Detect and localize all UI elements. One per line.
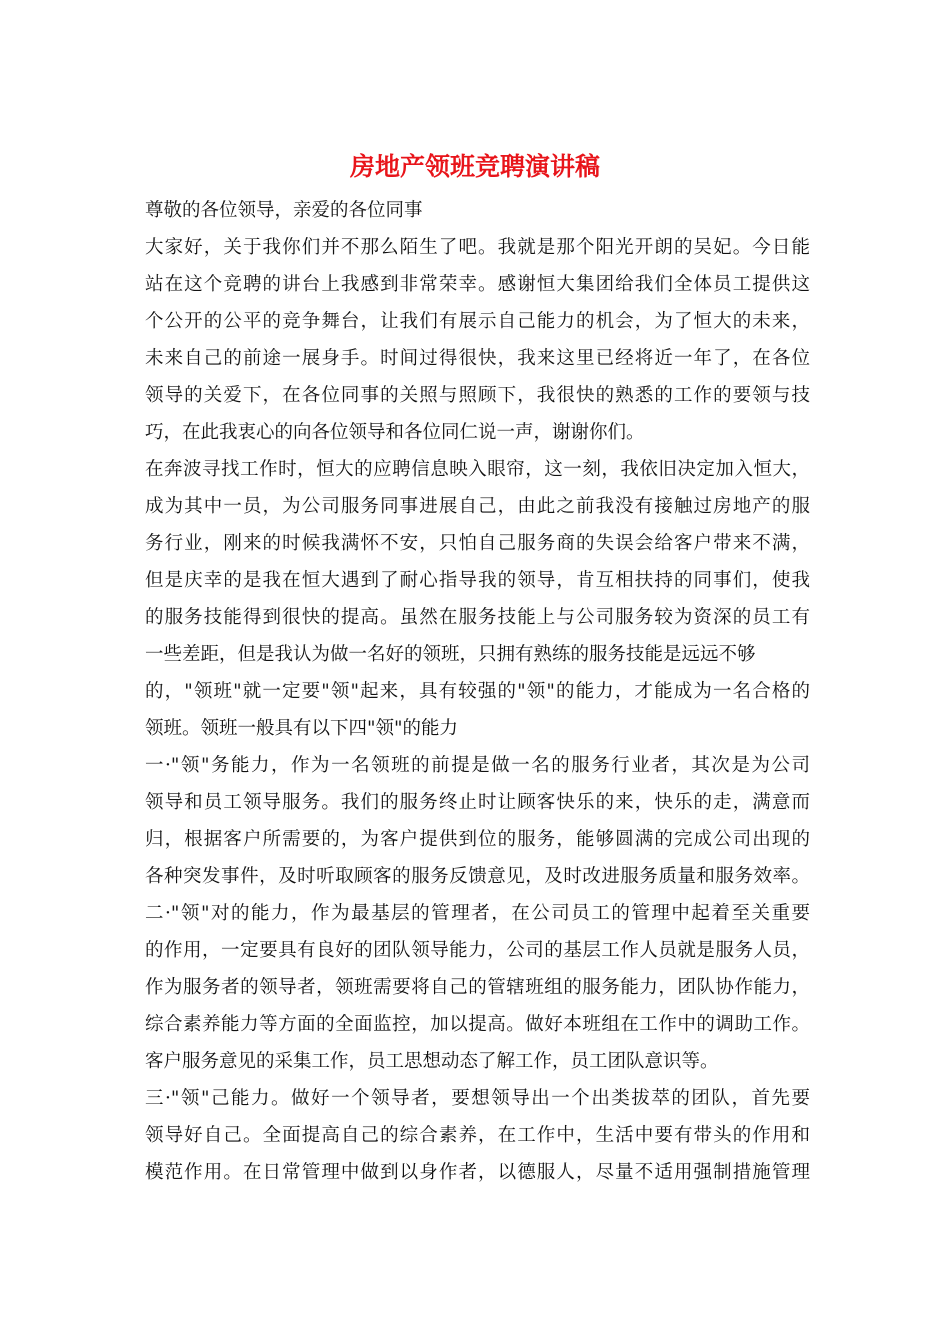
text-line: 个公开的公平的竞争舞台，让我们有展示自己能力的机会，为了恒大的未来， bbox=[145, 311, 810, 332]
text-line: 作为服务者的领导者，领班需要将自己的管辖班组的服务能力，团队协作能力， bbox=[145, 977, 810, 998]
text-line: 客户服务意见的采集工作，员工思想动态了解工作，员工团队意识等。 bbox=[145, 1051, 719, 1072]
text-line: 巧，在此我衷心的向各位领导和各位同仁说一声，谢谢你们。 bbox=[145, 422, 645, 443]
text-line: 未来自己的前途一展身手。时间过得很快，我来这里已经将近一年了，在各位 bbox=[145, 348, 810, 369]
text-line: 模范作用。在日常管理中做到以身作者，以德服人，尽量不适用强制措施管理 bbox=[145, 1162, 810, 1183]
text-line: 领导好自己。全面提高自己的综合素养，在工作中，生活中要有带头的作用和 bbox=[145, 1125, 810, 1146]
text-line: 的，"领班"就一定要"领"起来，具有较强的"领"的能力，才能成为一名合格的 bbox=[145, 681, 810, 702]
text-line: 大家好，关于我你们并不那么陌生了吧。我就是那个阳光开朗的吴妃。今日能 bbox=[145, 237, 810, 258]
text-line: 一些差距，但是我认为做一名好的领班，只拥有熟练的服务技能是远远不够 bbox=[145, 644, 756, 665]
text-line: 站在这个竞聘的讲台上我感到非常荣幸。感谢恒大集团给我们全体员工提供这 bbox=[145, 274, 810, 295]
text-line: 三·"领"己能力。做好一个领导者，要想领导出一个出类拔萃的团队，首先要 bbox=[145, 1088, 810, 1109]
text-line: 的服务技能得到很快的提高。虽然在服务技能上与公司服务较为资深的员工有 bbox=[145, 607, 810, 628]
text-line: 综合素养能力等方面的全面监控，加以提高。做好本班组在工作中的调助工作。 bbox=[145, 1014, 810, 1035]
text-line: 归，根据客户所需要的，为客户提供到位的服务，能够圆满的完成公司出现的 bbox=[145, 829, 810, 850]
text-line: 的作用，一定要具有良好的团队领导能力，公司的基层工作人员就是服务人员， bbox=[145, 940, 810, 961]
text-line: 一·"领"务能力，作为一名领班的前提是做一名的服务行业者，其次是为公司 bbox=[145, 755, 810, 776]
text-line: 在奔波寻找工作时，恒大的应聘信息映入眼帘，这一刻，我依旧决定加入恒大， bbox=[145, 459, 810, 480]
text-line: 领班。领班一般具有以下四"领"的能力 bbox=[145, 718, 459, 739]
text-line: 尊敬的各位领导，亲爱的各位同事 bbox=[145, 200, 423, 221]
document-title: 房地产领班竞聘演讲稿 bbox=[349, 152, 600, 181]
text-line: 成为其中一员，为公司服务同事进展自己，由此之前我没有接触过房地产的服 bbox=[145, 496, 810, 517]
document-body bbox=[145, 192, 810, 1191]
text-line: 二·"领"对的能力，作为最基层的管理者，在公司员工的管理中起着至关重要 bbox=[145, 903, 810, 924]
text-line: 各种突发事件，及时听取顾客的服务反馈意见，及时改进服务质量和服务效率。 bbox=[145, 866, 810, 887]
text-line: 领导的关爱下，在各位同事的关照与照顾下，我很快的熟悉的工作的要领与技 bbox=[145, 385, 810, 406]
text-line: 但是庆幸的是我在恒大遇到了耐心指导我的领导，肯互相扶持的同事们，使我 bbox=[145, 570, 810, 591]
text-line: 务行业，刚来的时候我满怀不安，只怕自己服务商的失误会给客户带来不满， bbox=[145, 533, 810, 554]
text-line: 领导和员工领导服务。我们的服务终止时让顾客快乐的来，快乐的走，满意而 bbox=[145, 792, 810, 813]
